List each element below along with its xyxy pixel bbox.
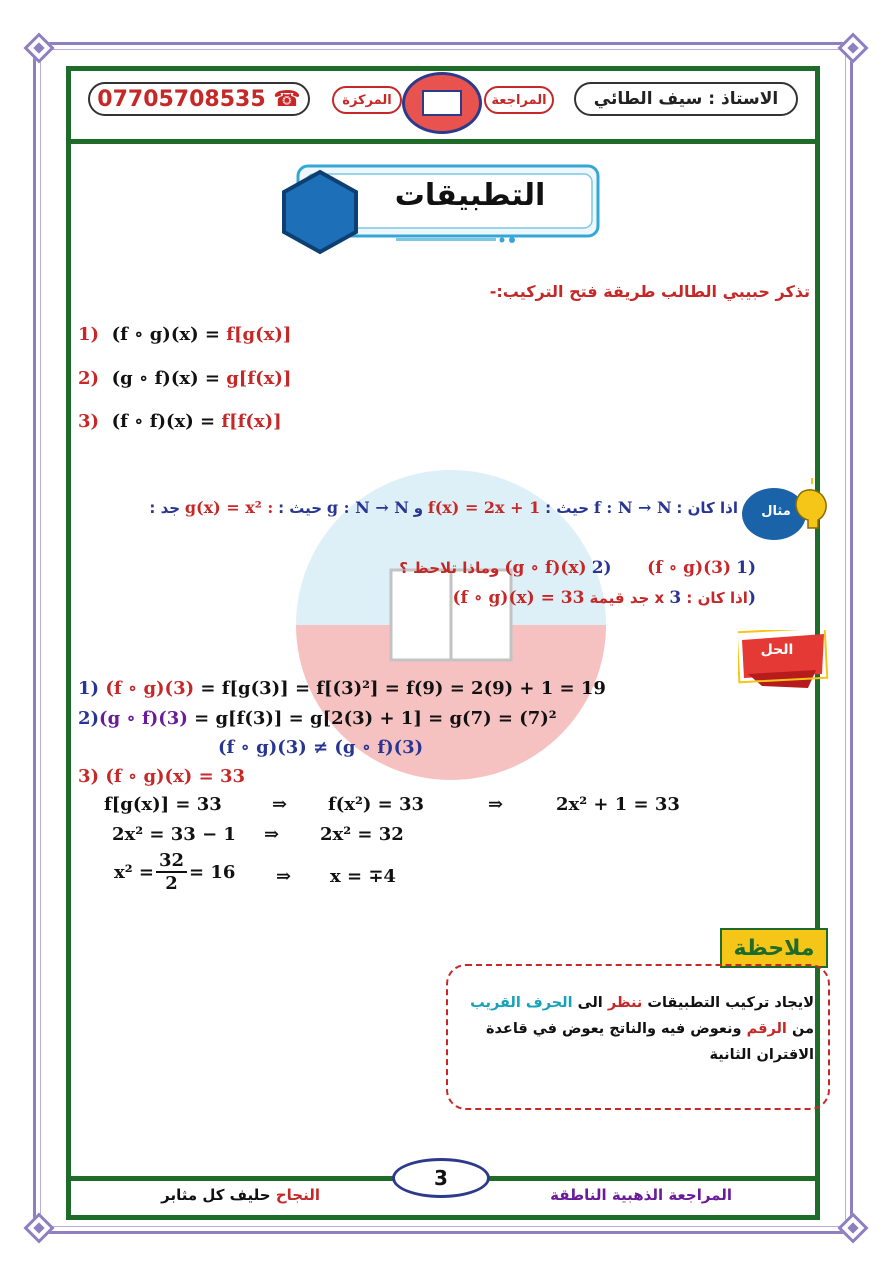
solution-badge [738, 630, 830, 692]
if-text: اذا كان : [676, 499, 738, 517]
rule-number: 1) [78, 324, 100, 345]
s1-lhs: (f ∘ g)(3) [105, 678, 195, 699]
rule-number: 3) [78, 411, 100, 432]
s3-l2a: 2x² = 33 − 1 [112, 824, 236, 845]
fraction-numerator: 32 [156, 850, 187, 873]
s3-line-3 [114, 850, 235, 894]
page-number: 3 [392, 1158, 490, 1198]
rule-rhs: g[f(x)] [226, 368, 292, 389]
implies-arrow: ⇒ [272, 794, 288, 815]
where-text: حيث : [545, 499, 590, 517]
footer-success: النجاح [275, 1186, 320, 1204]
footer-motto: حليف كل مثابر [161, 1186, 271, 1204]
rule-lhs: (f ∘ f)(x) = [111, 411, 216, 432]
solution-line-1 [78, 678, 606, 699]
q3-text: جد قيمة x اذا كان : [589, 589, 748, 607]
note-text [464, 990, 814, 1068]
note-title: ملاحظة [720, 928, 828, 968]
rule-rhs: f[g(x)] [226, 324, 292, 345]
note-line-3: الاقتران الثانية [709, 1047, 814, 1063]
intro-text: تذكر حبيبي الطالب طريقة فتح التركيب:- [489, 282, 810, 301]
q2-number: 2) [591, 558, 612, 578]
rule-rhs: f[f(x)] [221, 411, 282, 432]
f-mapping: f : N → N [593, 498, 672, 517]
s2-inequality: (f ∘ g)(3) ≠ (g ∘ f)(3) [218, 737, 424, 758]
note-line-1a: لايجاد تركيب التطبيقات [647, 995, 814, 1011]
note-to: الى [577, 995, 603, 1011]
q2: (g ∘ f)(x) [504, 558, 587, 578]
q1: (f ∘ g)(3) [647, 558, 732, 578]
solution-line-2 [78, 708, 557, 729]
implies-arrow: ⇒ [264, 824, 280, 845]
find-text: جد : [149, 499, 181, 517]
q3-equation: (f ∘ g)(x) = 33 [452, 588, 585, 608]
questions-line-2 [430, 588, 756, 608]
s3-l3c: x = ∓4 [330, 866, 396, 887]
book-icon [422, 90, 462, 116]
q2-tail: وماذا تلاحظ ؟ [399, 559, 500, 577]
q3-number: 3) [669, 588, 756, 608]
s3-number: 3) [78, 766, 100, 787]
s1-number: 1) [78, 678, 100, 699]
page-title: التطبيقات [394, 178, 546, 213]
q1-number: 1) [736, 558, 756, 578]
rule-number: 2) [78, 368, 100, 389]
implies-arrow: ⇒ [276, 866, 292, 887]
rule-2 [78, 368, 291, 389]
note-line-2c: ونعوض فيه والناتج يعوض في قاعدة [485, 1021, 742, 1037]
note-line-1 [464, 990, 814, 1016]
rule-lhs: (f ∘ g)(x) = [111, 324, 220, 345]
questions-line-1 [370, 558, 756, 578]
note-nearest-letter: الحرف القريب [470, 995, 573, 1011]
example-badge-label: مثال [761, 504, 791, 519]
teacher-name: الاستاذ : سيف الطائي [574, 82, 798, 116]
and-text: و [413, 499, 424, 517]
footer-left [150, 1186, 320, 1204]
s3-l1a: f[g(x)] = 33 [104, 794, 222, 815]
f-definition: f(x) = 2x + 1 [427, 498, 541, 517]
example-statement [108, 498, 738, 517]
s1-rest: = f[g(3)] = f[(3)²] = f(9) = 2(9) + 1 = 19 [200, 678, 606, 699]
solution-badge-label: الحل [760, 642, 794, 658]
teacher-logo [402, 72, 482, 134]
s2-lhs: (g ∘ f)(3) [99, 708, 188, 729]
where-text-2: حيث : [278, 499, 323, 517]
note-from: من [791, 1021, 814, 1037]
rule-3 [78, 411, 282, 432]
s3-l2b: 2x² = 32 [320, 824, 404, 845]
s3-l1c: 2x² + 1 = 33 [556, 794, 680, 815]
note-look: ننظر [607, 995, 643, 1011]
s3-l3b: = 16 [189, 861, 236, 883]
center-label: المركزة [332, 86, 402, 114]
s2-rest: = g[f(3)] = g[2(3) + 1] = g(7) = (7)² [194, 708, 557, 729]
solution-line-3 [78, 766, 245, 787]
g-mapping: g : N → N [326, 498, 409, 517]
fraction [156, 850, 187, 894]
s3-l3a: x² = [114, 861, 154, 883]
fraction-denominator: 2 [165, 873, 178, 894]
phone-number: 07705708535 ☎ [88, 82, 310, 116]
rule-1 [78, 324, 291, 345]
implies-arrow: ⇒ [488, 794, 504, 815]
s3-lhs: (f ∘ g)(x) = 33 [105, 766, 245, 787]
s3-l1b: f(x²) = 33 [328, 794, 425, 815]
note-number: الرقم [746, 1021, 787, 1037]
note-line-2 [464, 1016, 814, 1042]
s2-number: 2) [78, 708, 100, 729]
review-label: المراجعة [484, 86, 554, 114]
footer-right: المراجعة الذهبية الناطقة [550, 1186, 732, 1204]
g-definition: g(x) = x² : [184, 498, 274, 517]
rule-lhs: (g ∘ f)(x) = [111, 368, 220, 389]
